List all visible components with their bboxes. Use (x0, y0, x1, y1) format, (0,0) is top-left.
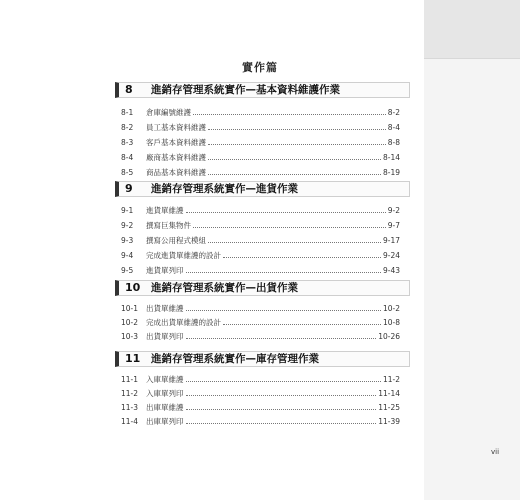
entry-number: 9-3 (121, 236, 134, 245)
entry-title: 完成進貨單維護的設計 (146, 251, 221, 260)
toc-entry[interactable] (121, 121, 400, 133)
entry-number: 8-5 (121, 168, 134, 177)
entry-page-number: 9-7 (387, 221, 400, 230)
entry-title: 進貨單列印 (146, 266, 184, 275)
entry-number: 9-2 (121, 221, 134, 230)
dot-leader (186, 330, 377, 339)
entry-title: 商品基本資料維護 (146, 168, 206, 177)
entry-page-number: 10-8 (382, 318, 400, 327)
toc-entry[interactable] (121, 204, 400, 216)
toc-entry[interactable] (121, 106, 400, 118)
dot-leader (208, 121, 386, 130)
toc-entry[interactable] (121, 330, 400, 342)
chapter-heading-8 (115, 82, 410, 98)
entry-page-number: 9-24 (382, 251, 400, 260)
entry-number: 11-1 (121, 375, 139, 384)
entry-page-number: 8-4 (387, 123, 400, 132)
entry-title: 完成出貨單維護的設計 (146, 318, 221, 327)
entry-page-number: 8-14 (382, 153, 400, 162)
dot-leader (193, 106, 386, 115)
entry-title: 撰寫巨集物件 (146, 221, 191, 230)
entry-number: 8-2 (121, 123, 134, 132)
dot-leader (186, 302, 381, 311)
dot-leader (186, 264, 381, 273)
entry-title: 出貨單維護 (146, 304, 184, 313)
entry-number: 11-2 (121, 389, 139, 398)
entry-page-number: 9-2 (387, 206, 400, 215)
entry-number: 9-5 (121, 266, 134, 275)
entry-page-number: 10-26 (378, 332, 400, 341)
dot-leader (186, 204, 386, 213)
chapter-heading-11 (115, 351, 410, 367)
entry-title: 入庫單維護 (146, 375, 184, 384)
entry-title: 進貨單維護 (146, 206, 184, 215)
entry-title: 廠商基本資料維護 (146, 153, 206, 162)
side-margin-header-block (424, 0, 520, 58)
toc-entry[interactable] (121, 151, 400, 163)
entry-page-number: 11-39 (378, 417, 400, 426)
toc-entry[interactable] (121, 219, 400, 231)
dot-leader (186, 387, 377, 396)
chapter-number: 10 (125, 281, 141, 294)
entry-title: 出庫單列印 (146, 417, 184, 426)
entry-number: 8-4 (121, 153, 134, 162)
chapter-number: 11 (125, 352, 141, 365)
entry-number: 9-4 (121, 251, 134, 260)
chapter-title: 進銷存管理系統實作—庫存管理作業 (151, 353, 319, 365)
entry-number: 9-1 (121, 206, 134, 215)
toc-entry[interactable] (121, 234, 400, 246)
dot-leader (208, 166, 381, 175)
dot-leader (223, 316, 381, 325)
chapter-number: 9 (125, 182, 133, 195)
toc-entry[interactable] (121, 415, 400, 427)
entry-page-number: 10-2 (382, 304, 400, 313)
page-folio: vii (491, 448, 500, 456)
chapter-title: 進銷存管理系統實作—進貨作業 (151, 183, 298, 195)
dot-leader (186, 401, 377, 410)
toc-entry[interactable] (121, 387, 400, 399)
entry-number: 8-3 (121, 138, 134, 147)
chapter-heading-10 (115, 280, 410, 296)
dot-leader (223, 249, 381, 258)
chapter-number: 8 (125, 83, 133, 96)
entry-page-number: 11-25 (378, 403, 400, 412)
chapter-title: 進銷存管理系統實作—出貨作業 (151, 282, 298, 294)
dot-leader (186, 415, 377, 424)
entry-number: 10-1 (121, 304, 139, 313)
entry-number: 10-3 (121, 332, 139, 341)
entry-page-number: 11-14 (378, 389, 400, 398)
dot-leader (208, 151, 381, 160)
toc-entry[interactable] (121, 316, 400, 328)
toc-entry[interactable] (121, 136, 400, 148)
toc-entry[interactable] (121, 264, 400, 276)
entry-title: 撰寫公用程式模組 (146, 236, 206, 245)
page-heading: 實作篇 (242, 61, 278, 74)
entry-page-number: 8-2 (387, 108, 400, 117)
entry-number: 11-4 (121, 417, 139, 426)
entry-number: 8-1 (121, 108, 134, 117)
entry-page-number: 11-2 (382, 375, 400, 384)
entry-title: 入庫單列印 (146, 389, 184, 398)
toc-entry[interactable] (121, 302, 400, 314)
entry-title: 出貨單列印 (146, 332, 184, 341)
entry-page-number: 8-19 (382, 168, 400, 177)
entry-page-number: 9-43 (382, 266, 400, 275)
chapter-heading-9 (115, 181, 410, 197)
entry-title: 倉庫編號維護 (146, 108, 191, 117)
entry-page-number: 9-17 (382, 236, 400, 245)
entry-number: 11-3 (121, 403, 139, 412)
dot-leader (186, 373, 381, 382)
side-margin-strip (424, 0, 520, 500)
entry-page-number: 8-8 (387, 138, 400, 147)
entry-number: 10-2 (121, 318, 139, 327)
entry-title: 客戶基本資料維護 (146, 138, 206, 147)
entry-title: 員工基本資料維護 (146, 123, 206, 132)
toc-entry[interactable] (121, 166, 400, 178)
dot-leader (208, 234, 381, 243)
toc-entry[interactable] (121, 373, 400, 385)
toc-entry[interactable] (121, 249, 400, 261)
entry-title: 出庫單維護 (146, 403, 184, 412)
dot-leader (208, 136, 386, 145)
dot-leader (193, 219, 386, 228)
toc-entry[interactable] (121, 401, 400, 413)
chapter-title: 進銷存管理系統實作—基本資料維護作業 (151, 84, 340, 96)
